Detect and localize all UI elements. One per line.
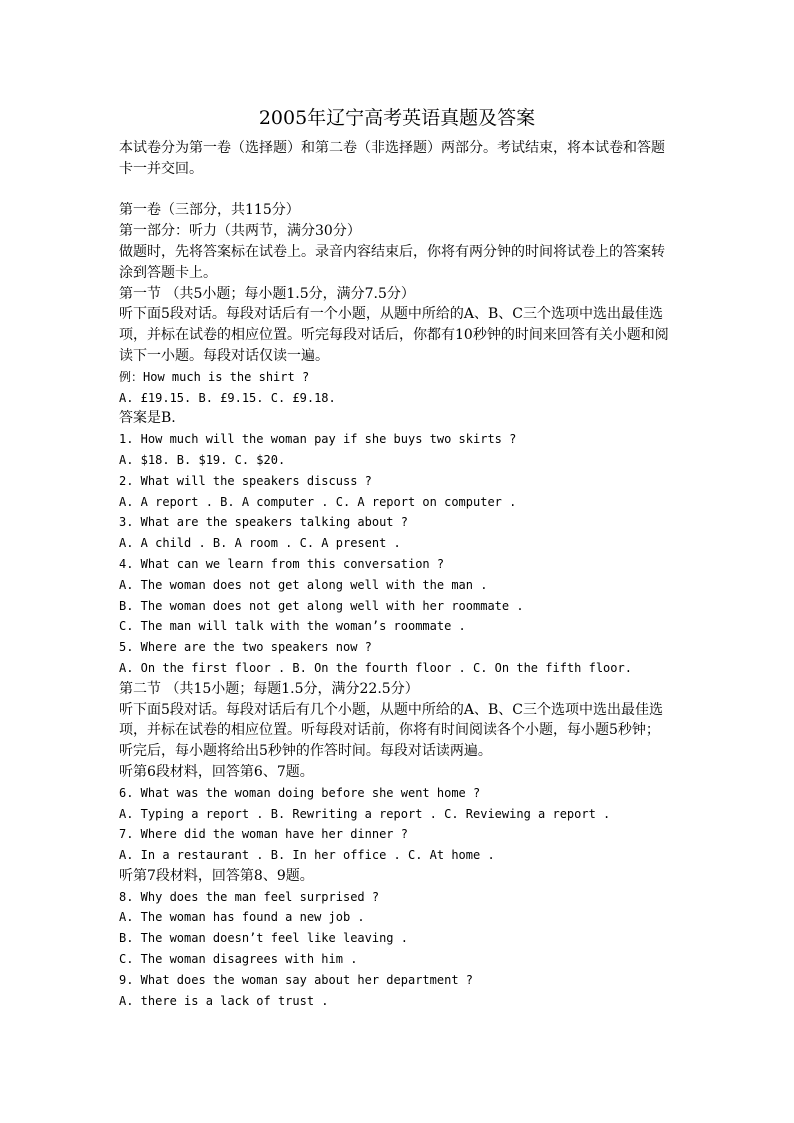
text-line: 答案是B. xyxy=(119,410,176,427)
text-line: 听第7段材料，回答第8、9题。 xyxy=(119,867,314,884)
text-line: 4. What can we learn from this conversation ? xyxy=(119,556,445,571)
text-line: A. £19.15. B. £9.15. C. £9.18. xyxy=(119,390,336,405)
text-line: A. The woman does not get along well with the man . xyxy=(119,577,488,592)
text-line: B. The woman does not get along well with her roommate . xyxy=(119,598,524,613)
text-line: 项，并标在试卷的相应位置。听完每段对话后，你都有10秒钟的时间来回答有关小题和阅 xyxy=(119,327,669,344)
text-line: C. The woman disagrees with him . xyxy=(119,952,358,967)
text-line: 涂到答题卡上。 xyxy=(119,264,217,281)
text-line: 听第6段材料，回答第6、7题。 xyxy=(119,763,314,780)
text-line: 例：How much is the shirt ? xyxy=(119,369,310,384)
text-line: C. The man will talk with the woman’s roommate . xyxy=(119,619,466,634)
text-line: A. $18. B. $19. C. $20. xyxy=(119,452,286,467)
blank-line xyxy=(119,180,679,201)
text-line: 第一节 （共5小题；每小题1.5分，满分7.5分） xyxy=(119,285,415,302)
text-line: 听下面5段对话。每段对话后有几个小题，从题中所给的A、B、C三个选项中选出最佳选 xyxy=(119,701,664,718)
text-line: A. Typing a report . B. Rewriting a report . C. Reviewing a report . xyxy=(119,806,611,821)
text-line: 2. What will the speakers discuss ? xyxy=(119,473,372,488)
text-line: A. The woman has found a new job . xyxy=(119,910,365,925)
text-line: A. On the first floor . B. On the fourth floor . C. On the fifth floor. xyxy=(119,660,632,675)
text-line: B. The woman doesn’t feel like leaving . xyxy=(119,931,408,946)
text-line: 5. Where are the two speakers now ? xyxy=(119,640,372,655)
text-line: 做题时，先将答案标在试卷上。录音内容结束后，你将有两分钟的时间将试卷上的答案转 xyxy=(119,243,665,260)
text-line: A. A report . B. A computer . C. A report on computer . xyxy=(119,494,517,509)
document-body xyxy=(119,138,679,1011)
text-line: 3. What are the speakers talking about ? xyxy=(119,515,408,530)
text-line: A. In a restaurant . B. In her office . C. At home . xyxy=(119,848,495,863)
document-title: 2005年辽宁高考英语真题及答案 xyxy=(258,107,536,129)
text-line: 项，并标在试卷的相应位置。听每段对话前，你将有时间阅读各个小题，每小题5秒钟； xyxy=(119,722,660,739)
text-line: A. there is a lack of trust . xyxy=(119,993,329,1008)
text-line: 第一卷（三部分，共115分） xyxy=(119,202,300,219)
text-line: 7. Where did the woman have her dinner ? xyxy=(119,827,408,842)
text-line: 读下一小题。每段对话仅读一遍。 xyxy=(119,347,329,364)
text-line: 听完后，每小题将给出5秒钟的作答时间。每段对话读两遍。 xyxy=(119,743,492,760)
text-line: 8. Why does the man feel surprised ? xyxy=(119,889,380,904)
text-line: 1. How much will the woman pay if she buys two skirts ? xyxy=(119,432,517,447)
text-line: 9. What does the woman say about her department ? xyxy=(119,972,474,987)
text-line: A. A child . B. A room . C. A present . xyxy=(119,536,401,551)
text-line: 听下面5段对话。每段对话后有一个小题，从题中所给的A、B、C三个选项中选出最佳选 xyxy=(119,306,664,323)
text-line: 6. What was the woman doing before she went home ? xyxy=(119,785,481,800)
text-line: 第一部分：听力（共两节，满分30分） xyxy=(119,223,361,240)
text-line: 卡一并交回。 xyxy=(119,160,203,177)
text-line: 第二节 （共15小题；每题1.5分，满分22.5分） xyxy=(119,680,419,697)
text-line: 本试卷分为第一卷（选择题）和第二卷（非选择题）两部分。考试结束，将本试卷和答题 xyxy=(119,140,665,156)
